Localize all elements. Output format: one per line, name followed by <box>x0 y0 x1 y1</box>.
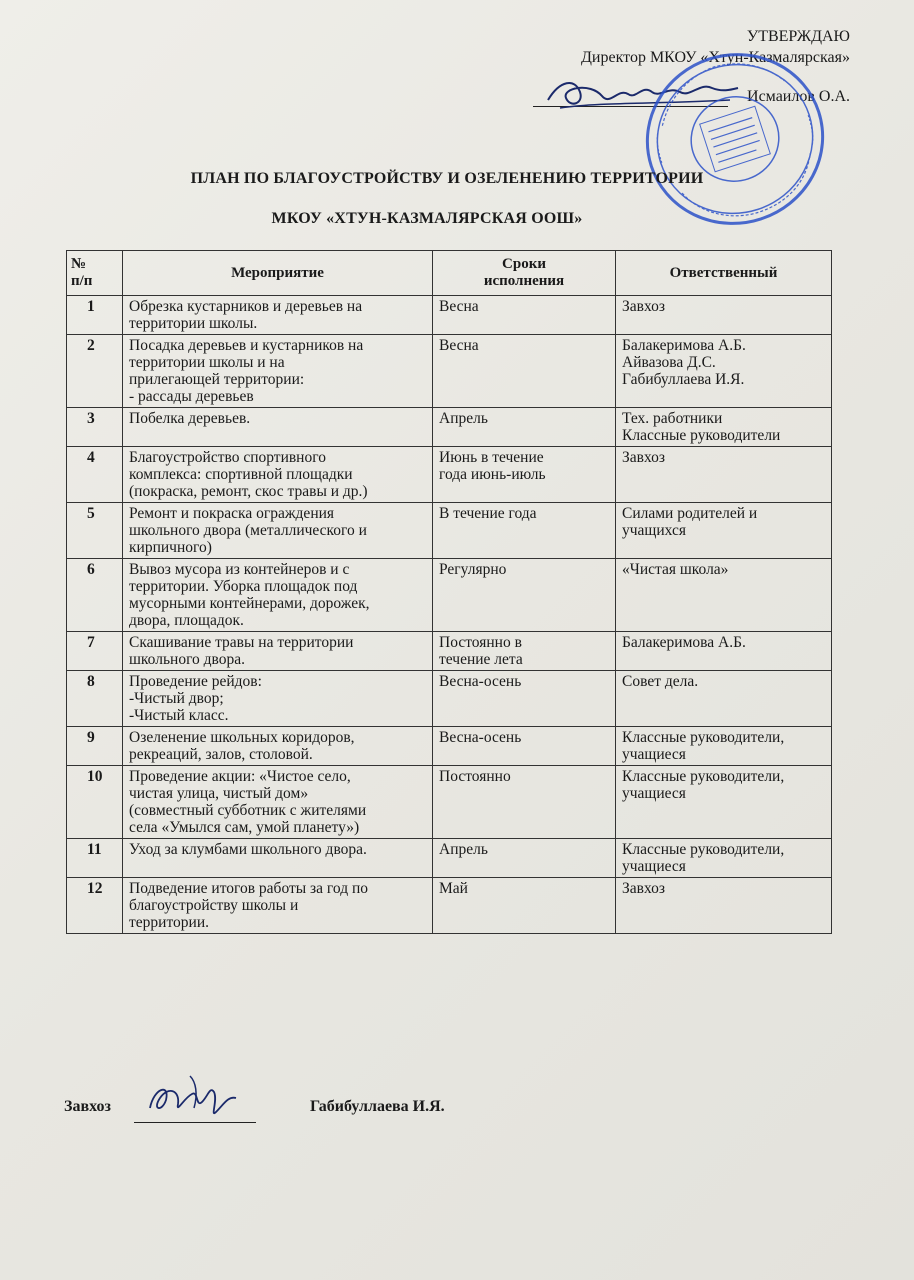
row-event-line: Озеленение школьных коридоров, <box>129 729 355 746</box>
approval-position: Директор МКОУ «Хтун-Казмалярская» <box>581 49 850 66</box>
row-event-line: территории школы. <box>129 315 258 332</box>
row-term-line: Постоянно в <box>439 634 522 651</box>
row-responsible-line: учащихся <box>622 522 686 539</box>
row-responsible-line: Габибуллаева И.Я. <box>622 371 745 388</box>
row-responsible-line: Тех. работники <box>622 410 723 427</box>
row-responsible-line: Классные руководители, <box>622 729 785 746</box>
row-responsible-line: Завхоз <box>622 298 665 315</box>
row-responsible-line: Айвазова Д.С. <box>622 354 716 371</box>
row-event <box>123 296 433 335</box>
row-event-line: территории. <box>129 914 209 931</box>
row-responsible-line: учащиеся <box>622 785 686 802</box>
row-event-line: - рассады деревьев <box>129 388 254 405</box>
row-event-line: Посадка деревьев и кустарников на <box>129 337 364 354</box>
official-stamp <box>640 44 830 234</box>
row-event-line: комплекса: спортивной площадки <box>129 466 353 483</box>
row-event-line: кирпичного) <box>129 539 212 556</box>
row-responsible-line: Завхоз <box>622 449 665 466</box>
table-row <box>67 632 832 671</box>
row-number: 5 <box>67 503 123 559</box>
row-event-line: школьного двора (металлического и <box>129 522 367 539</box>
row-event-line: Обрезка кустарников и деревьев на <box>129 298 363 315</box>
row-event <box>123 766 433 839</box>
footer-signature-line <box>134 1122 256 1123</box>
row-responsible-line: Завхоз <box>622 880 665 897</box>
header-term-line1: Сроки <box>502 256 546 272</box>
header-term-line2: исполнения <box>483 273 565 289</box>
row-responsible-line: Классные руководители <box>622 427 781 444</box>
row-term-line: Постоянно <box>439 768 511 785</box>
row-event <box>123 632 433 671</box>
table-row <box>67 671 832 727</box>
row-responsible <box>616 296 832 335</box>
row-term <box>433 766 616 839</box>
header-number <box>67 251 123 296</box>
row-term-line: Апрель <box>439 410 488 427</box>
row-event-line: Уход за клумбами школьного двора. <box>129 841 367 858</box>
header-term <box>433 251 616 296</box>
row-event <box>123 335 433 408</box>
row-term-line: течение лета <box>439 651 523 668</box>
table-row <box>67 727 832 766</box>
row-responsible-line: учащиеся <box>622 858 686 875</box>
row-term-line: Апрель <box>439 841 488 858</box>
row-term-line: Весна <box>439 298 479 315</box>
row-responsible-line: Классные руководители, <box>622 841 785 858</box>
row-number: 3 <box>67 408 123 447</box>
row-term-line: Весна-осень <box>439 673 522 690</box>
row-responsible-line: Балакеримова А.Б. <box>622 634 746 651</box>
row-term-line: Июнь в течение <box>439 449 544 466</box>
row-responsible-line: Балакеримова А.Б. <box>622 337 746 354</box>
row-term-line: Регулярно <box>439 561 507 578</box>
row-event <box>123 503 433 559</box>
row-term <box>433 503 616 559</box>
row-event-line: школьного двора. <box>129 651 246 668</box>
row-event-line: Ремонт и покраска ограждения <box>129 505 335 522</box>
row-responsible <box>616 878 832 934</box>
row-term-line: Весна <box>439 337 479 354</box>
row-number: 8 <box>67 671 123 727</box>
row-responsible <box>616 503 832 559</box>
row-event-line: Побелка деревьев. <box>129 410 251 427</box>
table-row <box>67 559 832 632</box>
row-term-line: Май <box>439 880 468 897</box>
table-row <box>67 447 832 503</box>
row-number: 7 <box>67 632 123 671</box>
row-event-line: села «Умылся сам, умой планету») <box>129 819 360 836</box>
footer-name: Габибуллаева И.Я. <box>310 1098 445 1115</box>
row-term <box>433 408 616 447</box>
row-responsible-line: учащиеся <box>622 746 686 763</box>
table-row <box>67 878 832 934</box>
storekeeper-signature <box>140 1068 240 1123</box>
header-event: Мероприятие <box>123 251 433 296</box>
row-term-line: Весна-осень <box>439 729 522 746</box>
plan-table <box>66 250 832 934</box>
row-number: 9 <box>67 727 123 766</box>
header-responsible: Ответственный <box>616 251 832 296</box>
row-event-line: прилегающей территории: <box>129 371 305 388</box>
row-responsible <box>616 632 832 671</box>
row-event-line: двора, площадок. <box>129 612 244 629</box>
row-responsible <box>616 559 832 632</box>
row-event-line: -Чистый класс. <box>129 707 229 724</box>
row-event-line: Подведение итогов работы за год по <box>129 880 369 897</box>
approval-heading: УТВЕРЖДАЮ <box>746 28 850 45</box>
row-responsible <box>616 408 832 447</box>
table-header-row <box>67 251 832 296</box>
row-number: 11 <box>67 839 123 878</box>
row-number: 4 <box>67 447 123 503</box>
table-row <box>67 335 832 408</box>
row-event-line: рекреаций, залов, столовой. <box>129 746 313 763</box>
row-event-line: Благоустройство спортивного <box>129 449 326 466</box>
header-number-line1: № <box>71 256 87 272</box>
row-number: 1 <box>67 296 123 335</box>
row-number: 2 <box>67 335 123 408</box>
row-term <box>433 727 616 766</box>
row-event <box>123 839 433 878</box>
row-event-line: (совместный субботник с жителями <box>129 802 367 819</box>
row-term <box>433 335 616 408</box>
table-row <box>67 766 832 839</box>
row-event <box>123 408 433 447</box>
row-event-line: Вывоз мусора из контейнеров и с <box>129 561 350 578</box>
row-event-line: -Чистый двор; <box>129 690 224 707</box>
row-term <box>433 839 616 878</box>
plan-title: ПЛАН ПО БЛАГОУСТРОЙСТВУ И ОЗЕЛЕНЕНИЮ ТЕРРИТОРИИ <box>190 170 704 187</box>
row-responsible <box>616 671 832 727</box>
row-event-line: (покраска, ремонт, скос травы и др.) <box>129 483 368 500</box>
row-event-line: Проведение акции: «Чистое село, <box>129 768 351 785</box>
row-term <box>433 878 616 934</box>
row-event-line: благоустройству школы и <box>129 897 299 914</box>
table-row <box>67 503 832 559</box>
row-event-line: мусорными контейнерами, дорожек, <box>129 595 370 612</box>
row-event <box>123 727 433 766</box>
row-event <box>123 559 433 632</box>
row-term <box>433 671 616 727</box>
row-event-line: Проведение рейдов: <box>129 673 262 690</box>
row-term <box>433 559 616 632</box>
table-row <box>67 839 832 878</box>
table-row <box>67 296 832 335</box>
row-event <box>123 878 433 934</box>
row-number: 12 <box>67 878 123 934</box>
row-responsible-line: Силами родителей и <box>622 505 758 522</box>
approval-director-name: Исмаилов О.А. <box>747 88 850 105</box>
row-responsible <box>616 447 832 503</box>
row-responsible <box>616 839 832 878</box>
row-responsible-line: Совет дела. <box>622 673 699 690</box>
school-title: МКОУ «ХТУН-КАЗМАЛЯРСКАЯ ООШ» <box>271 210 583 227</box>
row-event-line: территории школы и на <box>129 354 285 371</box>
row-responsible-line: «Чистая школа» <box>622 561 729 578</box>
row-event <box>123 671 433 727</box>
row-term <box>433 296 616 335</box>
row-event <box>123 447 433 503</box>
header-number-line2: п/п <box>71 273 93 289</box>
row-responsible <box>616 766 832 839</box>
row-term-line: В течение года <box>439 505 537 522</box>
table-row <box>67 408 832 447</box>
row-responsible <box>616 335 832 408</box>
row-term <box>433 447 616 503</box>
row-number: 10 <box>67 766 123 839</box>
row-term <box>433 632 616 671</box>
row-number: 6 <box>67 559 123 632</box>
row-event-line: территории. Уборка площадок под <box>129 578 358 595</box>
row-responsible-line: Классные руководители, <box>622 768 785 785</box>
row-responsible <box>616 727 832 766</box>
row-event-line: Скашивание травы на территории <box>129 634 354 651</box>
footer-role: Завхоз <box>64 1098 111 1115</box>
row-event-line: чистая улица, чистый дом» <box>129 785 309 802</box>
row-term-line: года июнь-июль <box>439 466 546 483</box>
